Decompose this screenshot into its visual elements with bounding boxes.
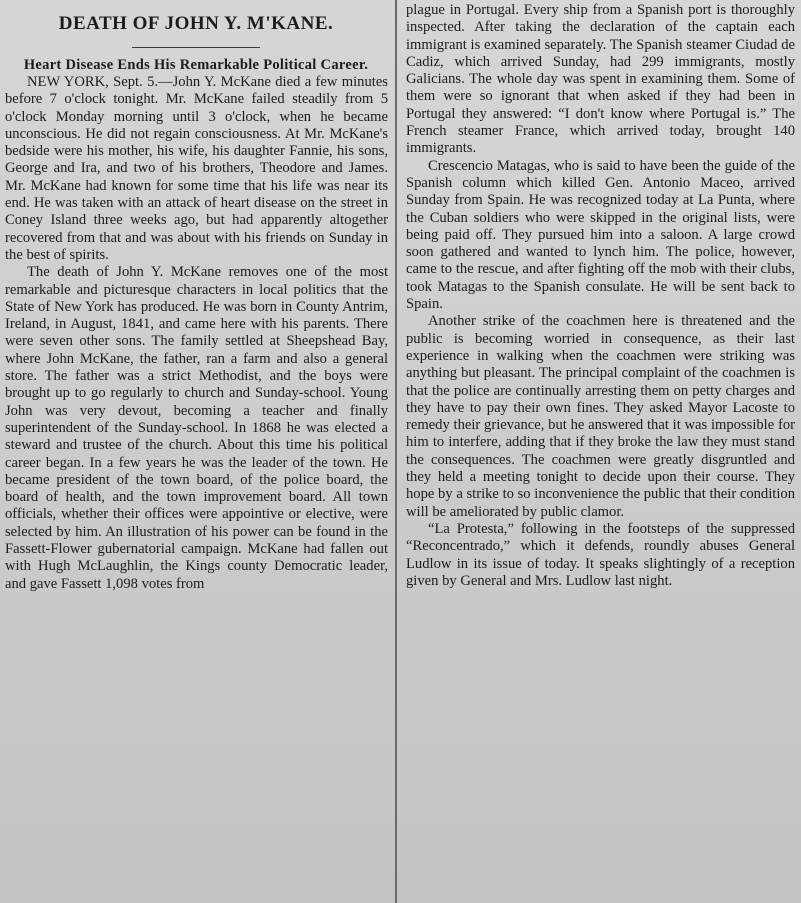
column-rule — [395, 0, 397, 903]
left-column — [2, 0, 390, 903]
headline-divider — [132, 47, 260, 48]
article-paragraph: NEW YORK, Sept. 5.—John Y. McKane died a few minutes before 7 o'clock tonight. Mr. McKane failed steadily from 5 o'clock Monday morning until 3 o'clock, when he became unconscious. He did not regain consciousness. At Mr. McKane's bedside were his mother, his wife, his daughter Fannie, his sons, George and Ira, and two of his brothers, Theodore and James. Mr. McKane had known for some time that his life was near its end. He was taken with an attack of heart disease on the street in Coney Island three weeks ago, but had apparently altogether recovered from that and was about with his friends on Sunday in the best of spirits. — [5, 74, 388, 263]
article-paragraph: Crescencio Matagas, who is said to have been the guide of the Spanish column which killed Gen. Antonio Maceo, arrived Sunday from Spain. He was recognized today at La Punta, where the Cuban soldiers who were skipped in the original lists, were being paid off. They pursued him into a saloon. A large crowd soon gathered and wanted to lynch him. The police, however, came to the rescue, and after fighting off the mob with their clubs, took Matagas to the Spanish consulate. He will be sent back to Spain. — [406, 157, 795, 313]
article-paragraph: Another strike of the coachmen here is threatened and the public is becoming worried in consequence, as their last experience in walking when the coachmen were striking was anything but pleasant. The principal complaint of the coachmen is that the police are continually arresting them on petty charges and they have to pay their own fines. They asked Mayor Lacoste to remedy their grievance, but he answered that it was impossible for him to interfere, adding that if they broke the law they must stand the consequences. The coachmen were greatly disgruntled and they held a meeting tonight to decide upon their course. They hope by a strike to so inconvenience the public that their condition will be ameliorated by public clamor. — [406, 313, 795, 520]
article-headline: DEATH OF JOHN Y. M'KANE. — [58, 13, 334, 34]
article-paragraph: The death of John Y. McKane removes one of the most remarkable and picturesque characters in local politics that the State of New York has produced. He was born in County Antrim, Ireland, in August, 1841, and came here with his parents. There were seven other sons. The family settled at Sheepshead Bay, where John McKane, the father, ran a farm and also a general store. The father was a strict Methodist, and the boys were brought up to go regularly to church and Sunday-school. Young John was very devout, becoming a teacher and finally superintendent of the Sunday-school. In 1868 he was elected a steward and trustee of the church. About this time his political career began. In a few years he was the leader of the town. He became president of the town board, of the police board, the board of health, and the town improvement board. All town officials, whether their offices were appointive or elective, were selected by him. An illustration of his power can be found in the Fassett-Flower gubernatorial campaign. McKane had fallen out with Hugh McLaughlin, the Kings county Democratic leader, and gave Fassett 1,098 votes from — [5, 264, 388, 592]
right-column — [402, 0, 799, 903]
article-paragraph: plague in Portugal. Every ship from a Spanish port is thoroughly inspected. After taking the declaration of the captain each immigrant is examined separately. The Spanish steamer Ciudad de Cadiz, which arrived Sunday, had 299 immigrants, mostly Galicians. The whole day was spent in examining them. Some of them were so ignorant that when asked if they had been in Portugal they answered: “I don't know where Portugal is.” The French steamer France, which arrived today, brought 140 immigrants. — [406, 2, 795, 157]
article-subhead: Heart Disease Ends His Remarkable Political Career. — [23, 57, 369, 73]
article-paragraph: “La Protesta,” following in the footsteps of the suppressed “Reconcentrado,” which it defends, roundly abuses General Ludlow in its issue of today. It speaks slightingly of a reception given by General and Mrs. Ludlow last night. — [406, 520, 795, 589]
